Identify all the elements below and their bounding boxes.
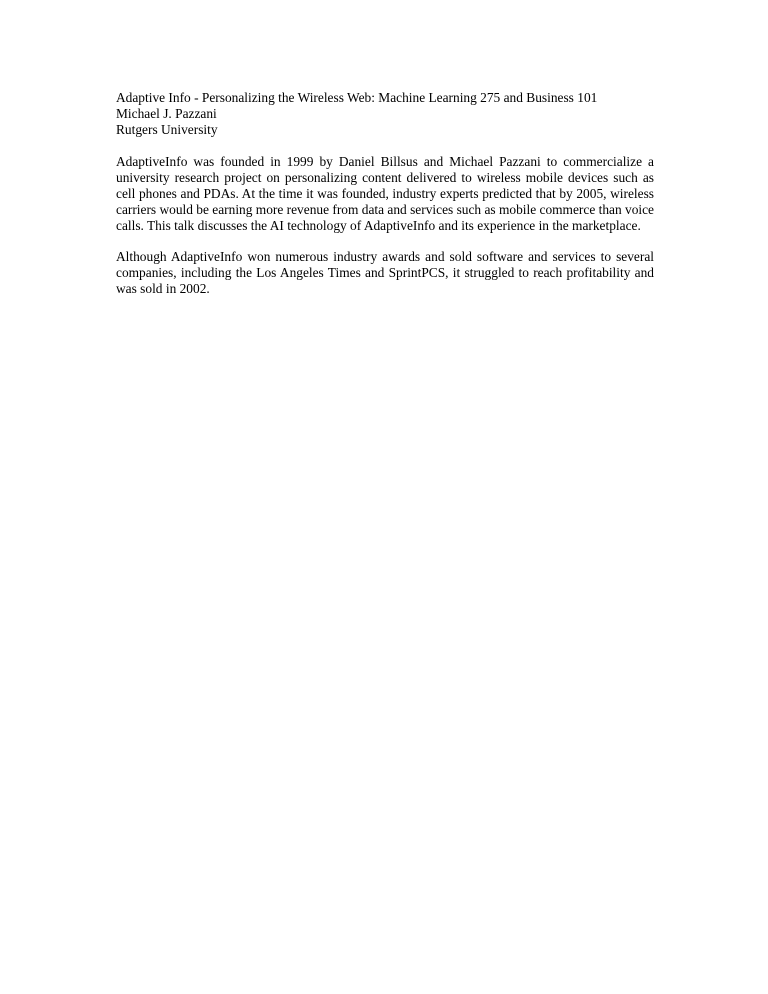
- abstract-paragraph-2: Although AdaptiveInfo won numerous industry awards and sold software and services to several companies, including the Los Angeles Times and SprintPCS, it struggled to reach profitability and was sold in 2002.: [116, 249, 654, 296]
- author-name: Michael J. Pazzani: [116, 106, 217, 121]
- document-body: [116, 90, 654, 297]
- document-header: [116, 90, 654, 138]
- abstract-paragraph-1: AdaptiveInfo was founded in 1999 by Daniel Billsus and Michael Pazzani to commercialize a university research project on personalizing content delivered to wireless mobile devices such as cell phones and PDAs. At the time it was founded, industry experts predicted that by 2005, wireless carriers would be earning more revenue from data and services such as mobile commerce than voice calls. This talk discusses the AI technology of AdaptiveInfo and its experience in the marketplace.: [116, 154, 655, 233]
- document-title: Adaptive Info - Personalizing the Wireless Web: Machine Learning 275 and Business 101: [116, 90, 598, 105]
- author-affiliation: Rutgers University: [116, 122, 218, 137]
